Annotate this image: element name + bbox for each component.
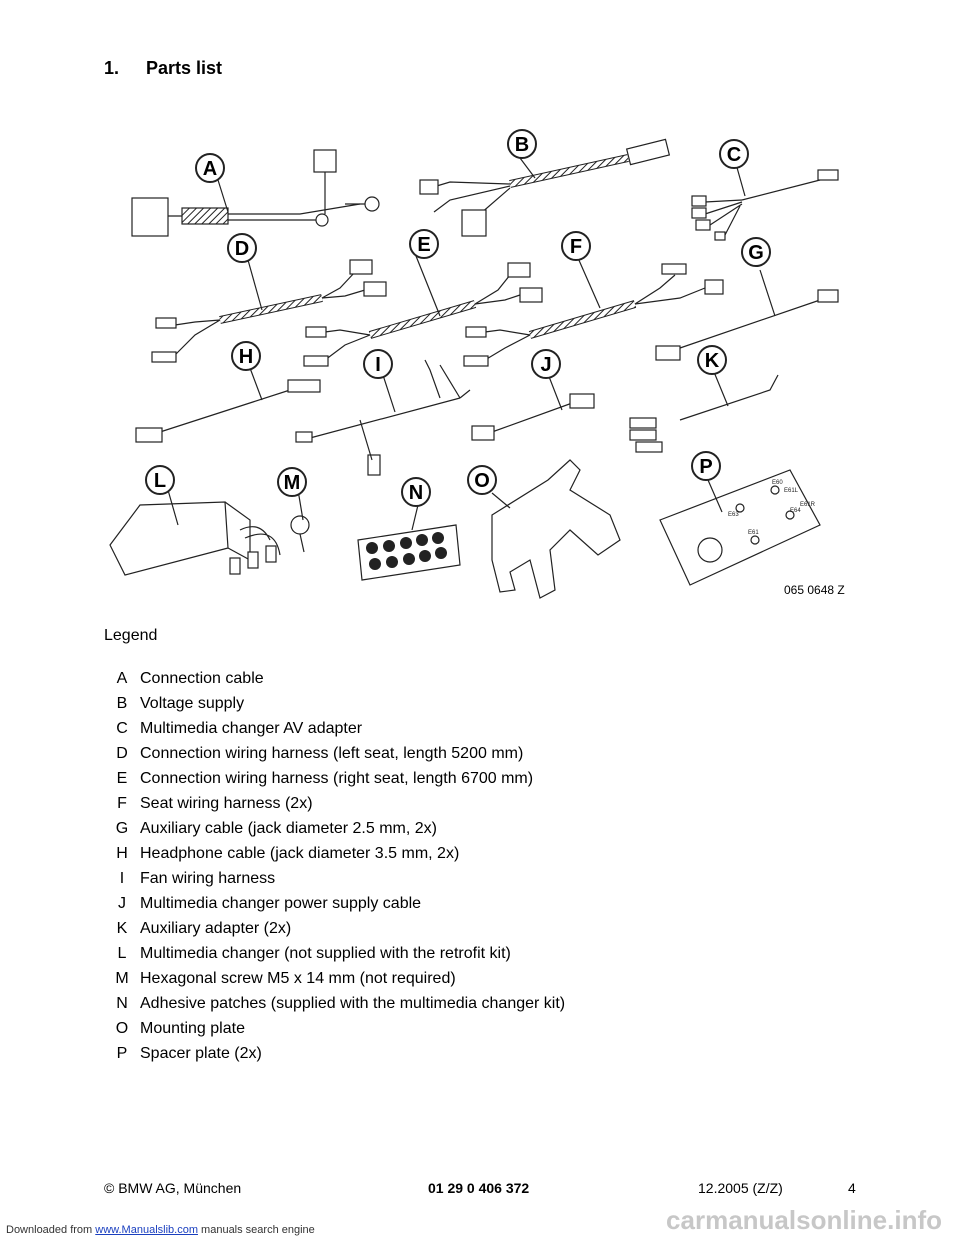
part-k-aux-adapter: [630, 375, 778, 452]
legend-text: Spacer plate (2x): [140, 1044, 262, 1062]
svg-text:D: D: [234, 238, 250, 260]
callout-i: [364, 350, 392, 378]
callout-g: [742, 238, 770, 266]
legend-key: E: [116, 769, 128, 787]
callout-a: [196, 154, 224, 182]
legend-item: [104, 941, 565, 966]
svg-text:M: M: [283, 472, 301, 494]
legend-text: Connection wiring harness (right seat, length 6700 mm): [140, 769, 534, 787]
legend-key: L: [117, 944, 127, 962]
legend-key: O: [115, 1019, 129, 1037]
legend-item: [104, 666, 565, 691]
legend-key: M: [115, 969, 129, 987]
legend-text: Mounting plate: [140, 1019, 245, 1037]
part-f-harness: [464, 264, 723, 366]
legend-item: [104, 1016, 565, 1041]
legend-key: P: [116, 1044, 128, 1062]
svg-text:B: B: [514, 134, 530, 156]
legend-key: N: [116, 994, 128, 1012]
footer-date: 12.2005 (Z/Z): [698, 1180, 783, 1196]
legend-text: Fan wiring harness: [140, 869, 276, 887]
legend-text: Adhesive patches (supplied with the multimedia changer kit): [140, 994, 566, 1012]
legend-key: K: [116, 919, 128, 937]
svg-text:L: L: [153, 470, 167, 492]
legend-item: [104, 691, 565, 716]
callout-c: [720, 140, 748, 168]
callout-p: [692, 452, 720, 480]
legend-item: [104, 891, 565, 916]
legend-item: [104, 766, 565, 791]
legend-key: D: [116, 744, 128, 762]
svg-text:I: I: [375, 354, 381, 376]
legend-title: Legend: [104, 627, 158, 644]
part-m-screw: [291, 516, 309, 552]
legend-key: B: [116, 694, 128, 712]
section-heading: [104, 58, 222, 79]
svg-text:E61L: E61L: [784, 488, 799, 494]
legend-text: Auxiliary adapter (2x): [140, 919, 292, 937]
callout-o: [468, 466, 496, 494]
legend-item: [104, 916, 565, 941]
legend-item: [104, 966, 565, 991]
svg-text:F: F: [569, 236, 583, 258]
callout-h: [232, 342, 260, 370]
legend-item: [104, 866, 565, 891]
svg-text:G: G: [748, 242, 764, 264]
callout-f: [562, 232, 590, 260]
svg-text:E: E: [417, 234, 431, 256]
watermark: carmanualsonline.info: [666, 1205, 942, 1235]
legend-key: F: [117, 794, 127, 812]
section-number: 1.: [104, 58, 120, 78]
legend-item: [104, 716, 565, 741]
part-e-harness: [304, 263, 542, 366]
part-h-headphone-cable: [136, 380, 320, 442]
section-title: Parts list: [146, 58, 223, 78]
legend-list: [104, 666, 565, 1066]
legend-item: [104, 991, 565, 1016]
callout-k: [698, 346, 726, 374]
legend-item: [104, 816, 565, 841]
footer-part-number: 01 29 0 406 372: [428, 1180, 530, 1196]
svg-text:E64: E64: [790, 508, 801, 514]
svg-text:J: J: [540, 354, 552, 376]
legend-text: Multimedia changer AV adapter: [140, 719, 363, 737]
parts-illustration: [100, 120, 860, 610]
legend-item: [104, 841, 565, 866]
callout-l: [146, 466, 174, 494]
callout-j: [532, 350, 560, 378]
part-b-voltage-supply: [420, 139, 669, 236]
legend-key: C: [116, 719, 128, 737]
download-prefix: Downloaded from: [6, 1224, 93, 1236]
svg-text:A: A: [202, 158, 218, 180]
part-n-patches: [358, 525, 460, 580]
legend-key: A: [116, 669, 128, 687]
part-a-connection-cable: [132, 150, 379, 236]
part-l-changer: [110, 502, 280, 575]
part-d-harness: [152, 260, 386, 362]
part-c-av-adapter: [692, 170, 838, 240]
part-o-mounting-plate: [492, 460, 620, 598]
legend-text: Headphone cable (jack diameter 3.5 mm, 2x): [140, 844, 460, 862]
legend-text: Hexagonal screw M5 x 14 mm (not required): [140, 969, 456, 987]
download-suffix: manuals search engine: [201, 1224, 315, 1236]
legend-text: Auxiliary cable (jack diameter 2.5 mm, 2x): [140, 819, 437, 837]
legend-text: Multimedia changer power supply cable: [140, 894, 422, 912]
svg-text:E61R: E61R: [800, 502, 816, 508]
legend-key: H: [116, 844, 128, 862]
svg-text:K: K: [704, 350, 720, 372]
legend-item: [104, 791, 565, 816]
legend-text: Seat wiring harness (2x): [140, 794, 313, 812]
svg-text:O: O: [474, 470, 490, 492]
footer-copyright: © BMW AG, München: [104, 1180, 242, 1196]
callout-e: [410, 230, 438, 258]
svg-text:E63: E63: [728, 512, 739, 518]
svg-text:H: H: [238, 346, 254, 368]
part-j-power-cable: [472, 394, 594, 440]
part-g-aux-cable: [656, 290, 838, 360]
callout-d: [228, 234, 256, 262]
legend-text: Multimedia changer (not supplied with the retrofit kit): [140, 944, 511, 962]
svg-text:E60: E60: [772, 480, 783, 486]
callout-n: [402, 478, 430, 506]
legend-text: Connection cable: [140, 669, 264, 687]
legend-text: Voltage supply: [140, 694, 245, 712]
legend-key: G: [115, 819, 129, 837]
download-note: [6, 1224, 315, 1236]
legend-key: I: [119, 869, 125, 887]
manualslib-link[interactable]: www.Manualslib.com: [95, 1224, 198, 1236]
footer-page-number: 4: [848, 1180, 856, 1196]
legend-item: [104, 1041, 565, 1066]
legend-item: [104, 741, 565, 766]
callout-m: [278, 468, 306, 496]
svg-text:P: P: [699, 456, 713, 478]
figure-code: 065 0648 Z: [784, 583, 845, 597]
callout-b: [508, 130, 536, 158]
svg-text:E61: E61: [748, 530, 759, 536]
legend-text: Connection wiring harness (left seat, length 5200 mm): [140, 744, 524, 762]
legend-key: J: [118, 894, 126, 912]
svg-text:N: N: [408, 482, 424, 504]
svg-text:C: C: [726, 144, 742, 166]
